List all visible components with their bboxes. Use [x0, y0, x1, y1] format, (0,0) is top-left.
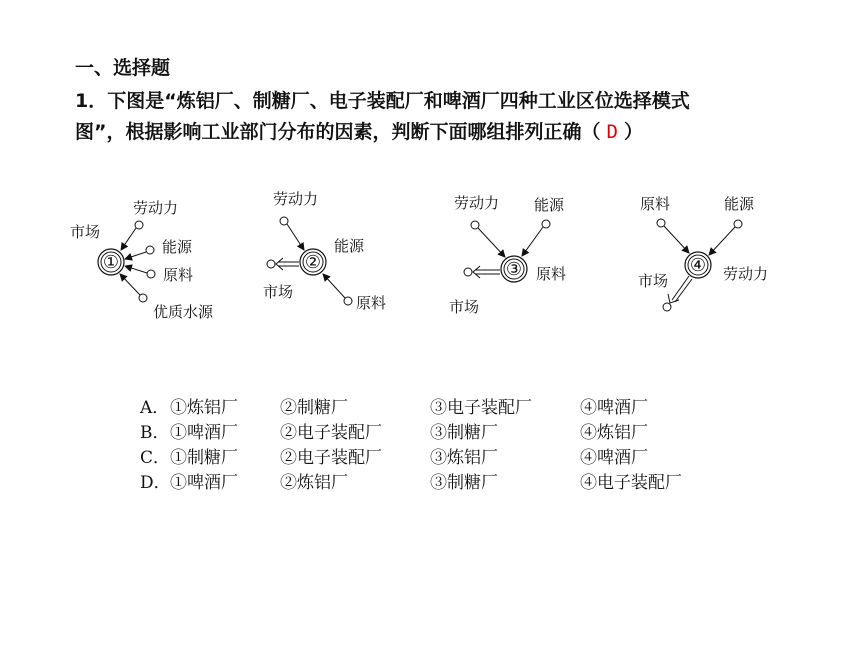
option-item: ②电子装配厂 [280, 423, 382, 443]
diagram-2-label-labor: 劳动力 [273, 190, 319, 208]
diagram-2-label-energy: 能源 [334, 237, 365, 255]
diagram-1-label-water: 优质水源 [153, 303, 214, 321]
answer-options [140, 396, 720, 496]
option-item: ③炼铝厂 [430, 448, 498, 468]
option-d[interactable] [140, 471, 720, 496]
option-item: ①啤酒厂 [170, 423, 238, 443]
option-item: ①炼铝厂 [170, 398, 238, 418]
question-line2: 图”，根据影响工业部门分布的因素，判断下面哪组排列正确（ [75, 121, 601, 143]
diagram-2-label-market: 市场 [263, 283, 294, 301]
option-item: ③制糖厂 [430, 423, 498, 443]
option-letter: C． [140, 448, 171, 468]
option-item: ③制糖厂 [430, 473, 498, 493]
question-close: ） [623, 121, 643, 143]
option-item: ④电子装配厂 [580, 473, 682, 493]
option-letter: A． [140, 398, 170, 418]
question-text [75, 86, 795, 148]
diagram-1-number: ① [102, 252, 120, 273]
option-letter: D． [140, 473, 171, 493]
option-item: ④炼铝厂 [580, 423, 648, 443]
answer-mark: D [606, 121, 618, 143]
diagram-4-number: ④ [689, 255, 707, 276]
diagram-2-number: ② [304, 252, 322, 273]
option-item: ④啤酒厂 [580, 398, 648, 418]
option-item: ②制糖厂 [280, 398, 348, 418]
diagram-4-label-labor: 劳动力 [723, 265, 769, 283]
diagram-2-label-material: 原料 [356, 294, 387, 312]
option-b[interactable] [140, 421, 720, 446]
section-title: 一、选择题 [75, 57, 171, 79]
option-item: ①啤酒厂 [170, 473, 238, 493]
question-number: 1． [75, 90, 108, 112]
diagram-4-label-material: 原料 [640, 195, 671, 213]
option-a[interactable] [140, 396, 720, 421]
option-letter: B． [140, 423, 170, 443]
diagram-1 [70, 199, 214, 321]
diagram-4 [638, 195, 768, 311]
diagram-3-number: ③ [505, 259, 523, 280]
option-item: ②电子装配厂 [280, 448, 382, 468]
location-diagrams [0, 180, 860, 330]
question-line1: 下图是“炼铝厂、制糖厂、电子装配厂和啤酒厂四种工业区位选择模式 [107, 90, 690, 112]
option-item: ④啤酒厂 [580, 448, 648, 468]
diagram-1-label-energy: 能源 [162, 238, 193, 256]
diagram-3-label-labor: 劳动力 [454, 194, 500, 212]
diagram-3-label-market: 市场 [449, 298, 480, 316]
diagram-4-label-market: 市场 [638, 272, 669, 290]
diagram-3-label-energy: 能源 [534, 196, 565, 214]
diagram-3-label-material: 原料 [536, 265, 567, 283]
option-item: ③电子装配厂 [430, 398, 532, 418]
option-item: ①制糖厂 [170, 448, 238, 468]
diagram-4-label-energy: 能源 [724, 195, 755, 213]
diagram-3 [449, 194, 566, 316]
option-item: ②炼铝厂 [280, 473, 348, 493]
diagram-2 [263, 190, 386, 312]
option-c[interactable] [140, 446, 720, 471]
diagram-1-label-labor: 劳动力 [133, 199, 179, 217]
diagram-1-label-market: 市场 [70, 223, 101, 241]
diagram-1-label-material: 原料 [163, 266, 194, 284]
